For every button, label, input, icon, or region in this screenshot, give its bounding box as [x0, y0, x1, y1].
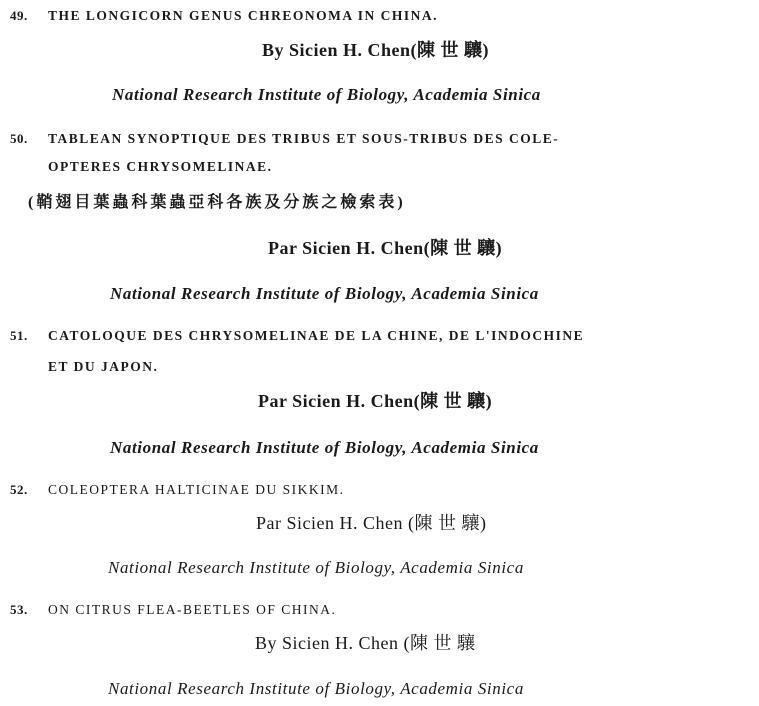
entry-institution: National Research Institute of Biology, Academia Sinica [108, 679, 524, 698]
entry-author: Par Sicien H. Chen (陳 世 驤) [256, 513, 487, 533]
entry-institution: National Research Institute of Biology, Academia Sinica [112, 85, 541, 104]
entry-author: By Sicien H. Chen(陳 世 驤) [262, 40, 490, 60]
entry-title-continued: ET DU JAPON. [48, 359, 159, 374]
entry-institution: National Research Institute of Biology, Academia Sinica [110, 284, 539, 303]
entry-number: 50. [10, 131, 28, 146]
entry-institution: National Research Institute of Biology, Academia Sinica [110, 438, 539, 457]
entry-number: 53. [10, 602, 28, 617]
entry-number: 51. [10, 328, 28, 343]
entry-author: Par Sicien H. Chen(陳 世 驤) [258, 391, 493, 411]
entry-title: CATOLOQUE DES CHRYSOMELINAE DE LA CHINE, DE L'INDOCHINE [48, 328, 585, 343]
entry-author: Par Sicien H. Chen(陳 世 驤) [268, 238, 503, 258]
entry-number: 52. [10, 482, 28, 497]
entry-title: TABLEAN SYNOPTIQUE DES TRIBUS ET SOUS-TRIBUS DES COLE- [48, 131, 560, 146]
entry-title: THE LONGICORN GENUS CHREONOMA IN CHINA. [48, 8, 439, 23]
entry-chinese-title: (鞘翅目葉蟲科葉蟲亞科各族及分族之檢索表) [28, 194, 406, 211]
entry-author: By Sicien H. Chen (陳 世 驤 [255, 633, 476, 653]
entry-title-continued: OPTERES CHRYSOMELINAE. [48, 159, 273, 174]
entry-institution: National Research Institute of Biology, Academia Sinica [108, 558, 524, 577]
entry-title: ON CITRUS FLEA-BEETLES OF CHINA. [48, 602, 337, 617]
entry-number: 49. [10, 8, 28, 23]
entry-title: COLEOPTERA HALTICINAE DU SIKKIM. [48, 482, 345, 497]
